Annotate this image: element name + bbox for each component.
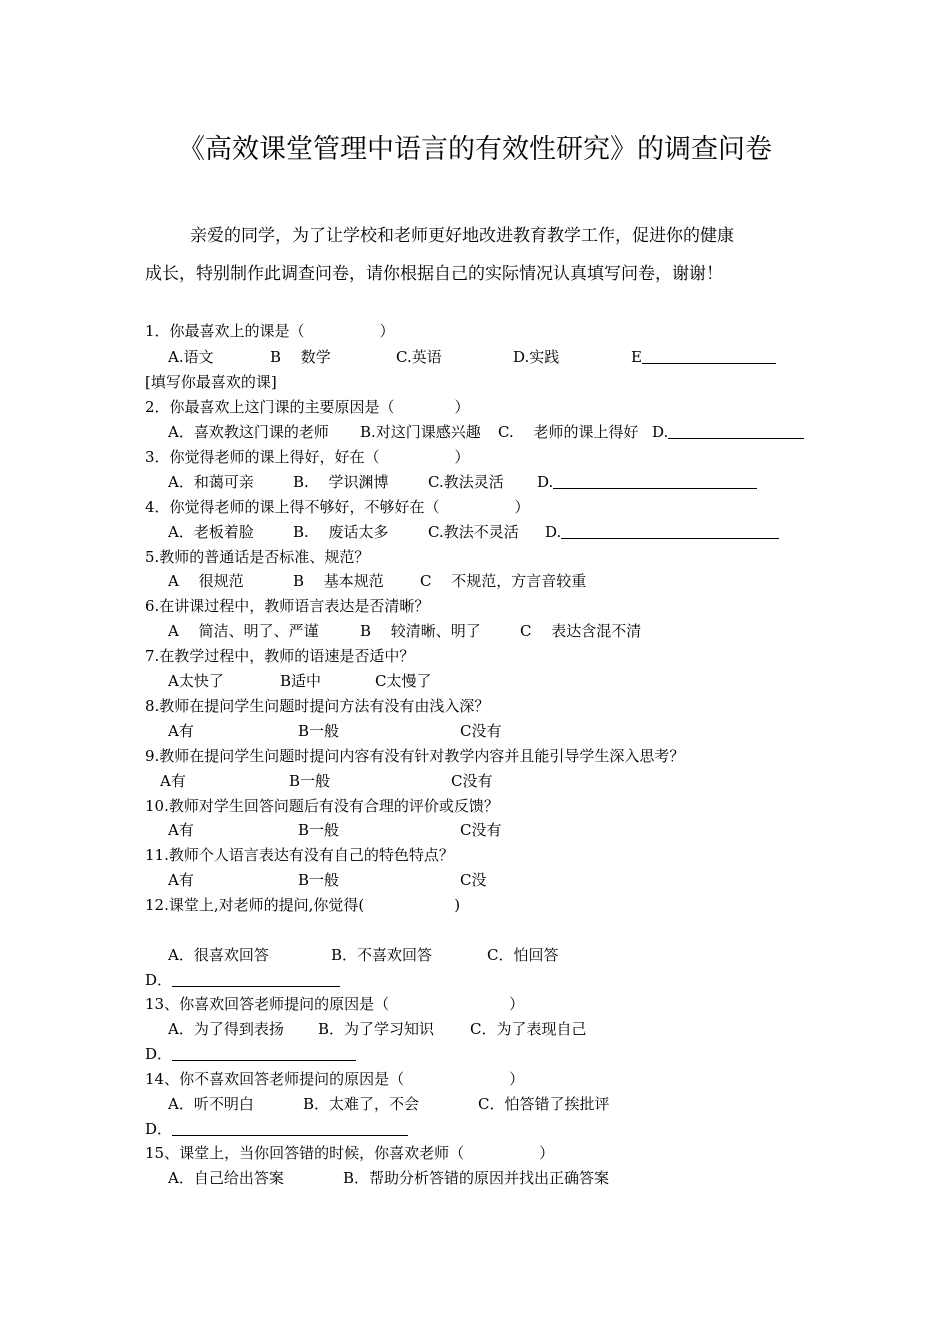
question-4-option-a[interactable]: A．老板着脸	[168, 523, 254, 541]
question-1-option-d[interactable]: D.实践	[513, 348, 560, 366]
question-2-option-c[interactable]: C. 老师的课上得好	[498, 423, 639, 441]
question-15-option-a[interactable]: A．自己给出答案	[168, 1169, 284, 1187]
question-4-option-b[interactable]: B. 废话太多	[293, 523, 389, 541]
question-7-option-a[interactable]: A太快了	[168, 672, 224, 690]
question-12-option-d[interactable]	[145, 969, 340, 991]
question-11-option-b[interactable]: B一般	[298, 871, 340, 889]
question-9-option-a[interactable]: A有	[160, 772, 186, 790]
question-8-text: 8.教师在提问学生问题时提问方法有没有由浅入深？	[145, 697, 490, 715]
question-4-text: 4．你觉得老师的课上得不够好，不够好在（ ）	[145, 498, 530, 516]
question-3-option-d-label: D.	[537, 473, 554, 491]
question-14-option-c[interactable]: C．怕答错了挨批评	[478, 1095, 610, 1113]
question-4-option-d-label: D.	[545, 523, 562, 541]
question-1-option-e[interactable]	[631, 346, 776, 368]
question-3-option-b[interactable]: B. 学识渊博	[293, 473, 389, 491]
question-1-text: 1．你最喜欢上的课是（ ）	[145, 322, 395, 340]
question-8-option-c[interactable]: C没有	[460, 722, 502, 740]
question-14-answer-blank[interactable]	[172, 1119, 408, 1136]
page-title: 《高效课堂管理中语言的有效性研究》的调查问卷	[178, 134, 772, 165]
question-8-option-a[interactable]: A有	[168, 722, 194, 740]
question-12-option-d-label: D．	[145, 971, 173, 989]
intro-line-2: 成长，特别制作此调查问卷，请你根据自己的实际情况认真填写问卷，谢谢！	[145, 264, 723, 284]
question-7-text: 7.在教学过程中，教师的语速是否适中？	[145, 647, 415, 665]
question-5-option-a[interactable]: A 很规范	[168, 572, 244, 590]
question-1-note: [填写你最喜欢的课]	[145, 373, 277, 391]
question-10-option-c[interactable]: C没有	[460, 821, 502, 839]
question-5-option-b[interactable]: B 基本规范	[293, 572, 384, 590]
question-15-option-b[interactable]: B．帮助分析答错的原因并找出正确答案	[343, 1169, 610, 1187]
question-14-text: 14、你不喜欢回答老师提问的原因是（ ）	[145, 1070, 525, 1088]
question-1-option-e-label: E	[631, 348, 642, 366]
question-13-option-a[interactable]: A．为了得到表扬	[168, 1020, 284, 1038]
question-9-option-b[interactable]: B一般	[289, 772, 331, 790]
question-13-option-d[interactable]	[145, 1043, 356, 1065]
question-1-answer-blank[interactable]	[642, 347, 776, 364]
question-14-option-d-label: D．	[145, 1120, 173, 1138]
question-13-option-d-label: D．	[145, 1045, 173, 1063]
question-5-option-c[interactable]: C 不规范，方言音较重	[420, 572, 587, 590]
question-2-answer-blank[interactable]	[668, 422, 804, 439]
question-3-option-a[interactable]: A．和蔼可亲	[168, 473, 254, 491]
question-12-answer-blank[interactable]	[172, 970, 340, 987]
question-15-text: 15、课堂上，当你回答错的时候，你喜欢老师（ ）	[145, 1144, 555, 1162]
question-9-option-c[interactable]: C没有	[451, 772, 493, 790]
question-9-text: 9.教师在提问学生问题时提问内容有没有针对教学内容并且能引导学生深入思考？	[145, 747, 685, 765]
question-12-text: 12.课堂上,对老师的提问,你觉得( )	[145, 896, 461, 914]
question-11-text: 11.教师个人语言表达有没有自己的特色特点？	[145, 846, 454, 864]
question-14-option-d[interactable]	[145, 1118, 408, 1140]
question-12-option-c[interactable]: C．怕回答	[487, 946, 559, 964]
question-6-text: 6.在讲课过程中，教师语言表达是否清晰？	[145, 597, 430, 615]
question-11-option-a[interactable]: A有	[168, 871, 194, 889]
question-6-option-c[interactable]: C 表达含混不清	[520, 622, 642, 640]
question-7-option-b[interactable]: B适中	[280, 672, 322, 690]
question-2-option-a[interactable]: A．喜欢教这门课的老师	[168, 423, 329, 441]
question-14-option-a[interactable]: A．听不明白	[168, 1095, 254, 1113]
question-1-option-a[interactable]: A.语文	[168, 348, 214, 366]
question-14-option-b[interactable]: B．太难了，不会	[303, 1095, 420, 1113]
question-5-text: 5.教师的普通话是否标准、规范？	[145, 548, 370, 566]
question-6-option-b[interactable]: B 较清晰、明了	[360, 622, 481, 640]
question-13-text: 13、你喜欢回答老师提问的原因是（ ）	[145, 995, 525, 1013]
question-3-option-c[interactable]: C.教法灵活	[428, 473, 504, 491]
question-1-option-c[interactable]: C.英语	[396, 348, 442, 366]
question-6-option-a[interactable]: A 简洁、明了、严谨	[168, 622, 319, 640]
question-2-text: 2．你最喜欢上这门课的主要原因是（ ）	[145, 398, 470, 416]
question-3-option-d[interactable]	[537, 471, 757, 493]
question-4-option-c[interactable]: C.教法不灵活	[428, 523, 519, 541]
question-10-text: 10.教师对学生回答问题后有没有合理的评价或反馈？	[145, 797, 499, 815]
question-12-option-b[interactable]: B．不喜欢回答	[331, 946, 433, 964]
question-11-option-c[interactable]: C没	[460, 871, 487, 889]
intro-line-1: 亲爱的同学，为了让学校和老师更好地改进教育教学工作，促进你的健康	[190, 226, 734, 246]
question-2-option-b[interactable]: B.对这门课感兴趣	[360, 423, 481, 441]
question-12-option-a[interactable]: A．很喜欢回答	[168, 946, 269, 964]
question-13-option-c[interactable]: C．为了表现自己	[470, 1020, 587, 1038]
question-10-option-b[interactable]: B一般	[298, 821, 340, 839]
question-1-option-b[interactable]: B 数学	[270, 348, 331, 366]
question-7-option-c[interactable]: C太慢了	[375, 672, 432, 690]
question-4-option-d[interactable]	[545, 521, 779, 543]
question-2-option-d-label: D.	[652, 423, 669, 441]
question-8-option-b[interactable]: B一般	[298, 722, 340, 740]
question-3-answer-blank[interactable]	[553, 472, 757, 489]
question-10-option-a[interactable]: A有	[168, 821, 194, 839]
question-2-option-d[interactable]	[652, 421, 804, 443]
question-13-answer-blank[interactable]	[172, 1044, 356, 1061]
question-3-text: 3．你觉得老师的课上得好，好在（ ）	[145, 448, 470, 466]
question-13-option-b[interactable]: B．为了学习知识	[318, 1020, 435, 1038]
question-4-answer-blank[interactable]	[561, 522, 779, 539]
